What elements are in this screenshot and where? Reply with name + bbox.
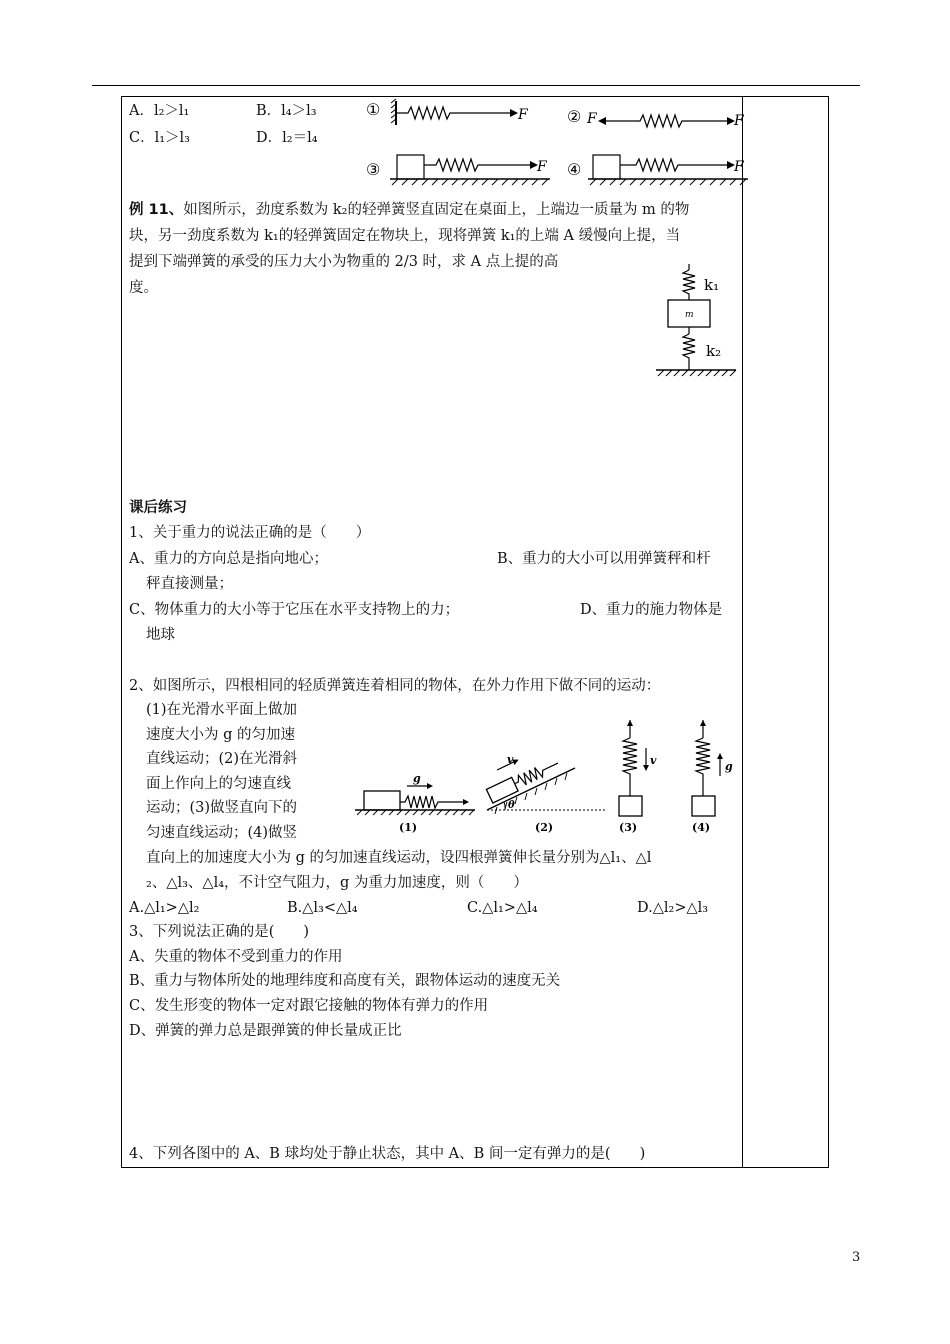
homework-heading: 课后练习 (129, 500, 187, 516)
q3-option-d: D、弹簧的弹力总是跟弹簧的伸长量成正比 (129, 1023, 402, 1039)
q3-option-c: C、发生形变的物体一定对跟它接触的物体有弹力的作用 (129, 998, 489, 1014)
q2-spring-1 (400, 796, 463, 808)
example11-title: 例 11、 (129, 202, 184, 218)
option-c: C．l₁＞l₃ (129, 130, 190, 146)
q3-option-b: B、重力与物体所处的地理纬度和高度有关，跟物体运动的速度无关 (129, 973, 561, 989)
force-label-2b: F (734, 113, 744, 129)
fig1-number: ① (366, 100, 381, 119)
q3-stem: 3、下列说法正确的是( ) (129, 924, 310, 940)
q2-fig-label-1: (1) (399, 821, 418, 834)
table-column-divider (742, 96, 743, 1168)
header-rule (92, 85, 860, 86)
block-4 (593, 155, 620, 179)
spring-1 (396, 107, 510, 119)
q1-option-a: A、重力的方向总是指向地心； (129, 551, 328, 567)
q3-option-a: A、失重的物体不受到重力的作用 (129, 949, 343, 965)
q4-stem: 4、下列各图中的 A、B 球均处于静止状态，其中 A、B 间一定有弹力的是( ) (129, 1146, 646, 1162)
spring-4 (620, 159, 727, 171)
q2-line6: 匀速直线运动；(4)做竖 (146, 825, 298, 841)
q2-line7: 直向上的加速度大小为 g 的匀加速直线运动，设四根弹簧伸长量分别为△l₁、△l (146, 850, 652, 866)
label-m: m (685, 310, 694, 320)
force-label-4: F (734, 159, 744, 175)
q2-line4: 面上作向上的匀速直线 (146, 776, 291, 792)
q1-option-d-cont: 地球 (146, 627, 175, 643)
q2-line2: 速度大小为 g 的匀加速 (146, 727, 295, 743)
spring-k1 (683, 270, 695, 300)
spring-figures (360, 95, 750, 190)
option-b: B．l₄＞l₃ (256, 103, 317, 119)
block-3 (397, 155, 424, 179)
fig3-number: ③ (366, 160, 381, 179)
force-label-1: F (518, 107, 528, 123)
q1-option-b: B、重力的大小可以用弹簧秤和杆 (497, 551, 711, 567)
q1-option-b-cont: 秤直接测量； (146, 576, 233, 592)
spring-k2 (683, 334, 695, 370)
label-k2: k₂ (706, 342, 722, 360)
q2-line5: 运动；(3)做竖直向下的 (146, 800, 298, 816)
q2-block-4 (692, 796, 715, 816)
q1-option-c: C、物体重力的大小等于它压在水平支持物上的力； (129, 602, 460, 618)
q2-option-a: A.△l₁>△l₂ (129, 900, 200, 916)
example11-line1: 例 11、如图所示，劲度系数为 k₂的轻弹簧竖直固定在桌面上，上端边一质量为 m 的物 (129, 202, 690, 218)
option-d: D．l₂＝l₄ (256, 130, 318, 146)
force-label-3: F (537, 159, 547, 175)
q2-stem: 2、如图所示，四根相同的轻质弹簧连着相同的物体，在外力作用下做不同的运动： (129, 678, 661, 694)
q2-line3: 直线运动；(2)在光滑斜 (146, 751, 298, 767)
spring-2 (606, 115, 727, 127)
q2-fig-label-3: (3) (619, 821, 638, 834)
fig2-number: ② (567, 107, 582, 126)
q2-line8: ₂、△l₃、△l₄，不计空气阻力，g 为重力加速度，则（ ） (146, 875, 528, 891)
q2-option-d: D.△l₂>△l₃ (637, 900, 709, 916)
q2-block-1 (364, 791, 400, 810)
fig4-number: ④ (567, 160, 582, 179)
q2-spring-3 (623, 738, 637, 796)
q2-fig-label-2: (2) (535, 821, 554, 834)
example11-figure (652, 262, 744, 384)
q2-v-label-3: v (650, 754, 657, 767)
q2-g-label-4: g (725, 760, 733, 773)
label-k1: k₁ (704, 276, 720, 294)
q2-block-3 (619, 796, 642, 816)
q2-theta: θ (508, 800, 515, 811)
q2-figures (355, 718, 745, 838)
q2-fig-label-4: (4) (692, 821, 711, 834)
force-label-2a: F (587, 111, 597, 127)
q1-stem: 1、关于重力的说法正确的是（ ） (129, 525, 371, 541)
q1-option-d: D、重力的施力物体是 (580, 602, 723, 618)
q2-option-c: C.△l₁>△l₄ (467, 900, 538, 916)
page-number: 3 (852, 1250, 861, 1265)
q2-option-b: B.△l₃<△l₄ (287, 900, 358, 916)
q2-spring-2 (512, 758, 560, 789)
q2-v-label-2: v (507, 753, 514, 766)
example11-line2: 块，另一劲度系数为 k₁的轻弹簧固定在物块上，现将弹簧 k₁的上端 A 缓慢向上提，当 (129, 228, 681, 244)
q2-line1: (1)在光滑水平面上做加 (146, 702, 298, 718)
option-a: A．l₂＞l₁ (129, 103, 190, 119)
example11-line3: 提到下端弹簧的承受的压力大小为物重的 2/3 时，求 A 点上提的高 (129, 254, 559, 270)
q2-g-label-1: g (413, 772, 421, 785)
spring-3 (424, 159, 530, 171)
example11-line4: 度。 (129, 280, 158, 296)
q2-spring-4 (696, 738, 710, 796)
